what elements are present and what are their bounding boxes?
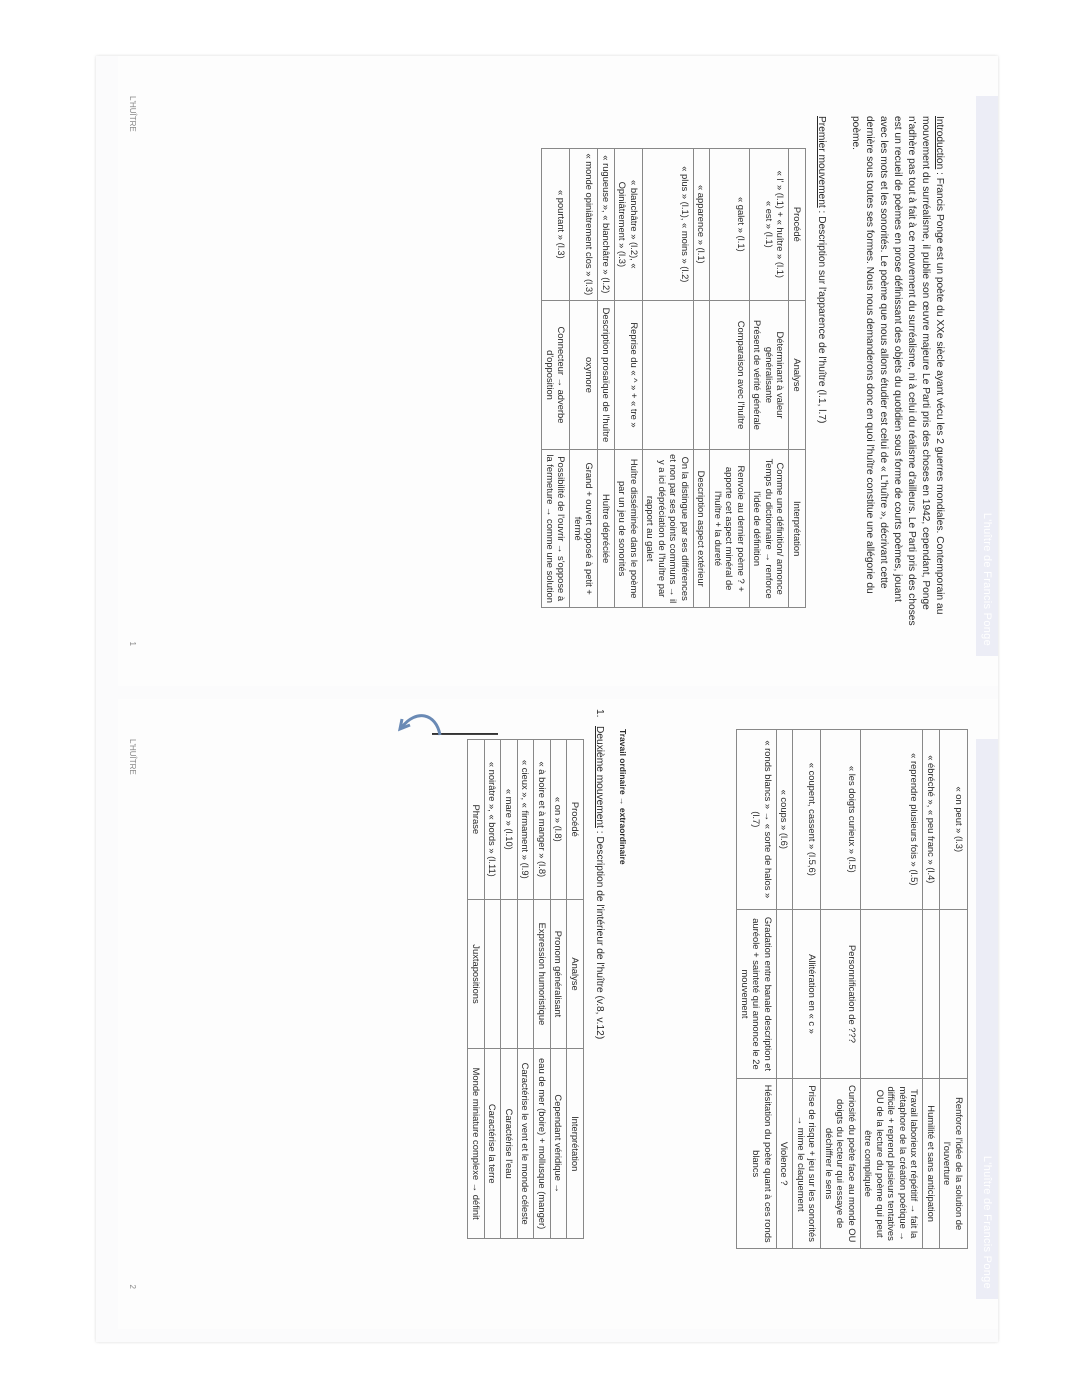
second-movement-table [468, 739, 585, 1239]
table-cell: Comme une définition/ annonce Temps du dictionnaire → renforce l'idée de définition [750, 450, 790, 608]
table-cell: « l' » (l.1) + « huître » (l.1) « est » (l.1) [750, 149, 790, 301]
table-row [737, 730, 777, 1249]
table-cell: « cieux », « firmament » (l.9) [518, 740, 535, 900]
first-movement-heading [814, 116, 828, 626]
table-cell: Humilité et sans anticipation [923, 1079, 940, 1249]
table-cell: « reprendre plusieurs fois » (l.5) [861, 730, 924, 910]
table-row [534, 740, 551, 1239]
page1-table-header-cell: Analyse [789, 300, 806, 450]
table-row [598, 149, 615, 608]
introduction-paragraph [848, 116, 946, 626]
first-movement-table-continued [737, 729, 969, 1249]
table-cell: Renforce l'idée de la solution de l'ouverture [940, 1079, 968, 1249]
table-cell: Pronom généralisant [551, 899, 568, 1049]
table-row [710, 149, 750, 608]
scanned-sheet [96, 56, 998, 1342]
table-cell [485, 899, 502, 1049]
table-cell: eau de mer (boire) + mollusque (manger) [534, 1049, 551, 1239]
table-cell [861, 909, 924, 1079]
table-cell: Caractérise le vent et le monde céleste [518, 1049, 535, 1239]
page1-table-header-cell: Procédé [789, 149, 806, 301]
table-cell: « coupent, cassent » (l.5,6) [793, 730, 821, 910]
table-cell: « à boire et à manger » (l.8) [534, 740, 551, 900]
table-row [551, 740, 568, 1239]
second-movement-label: Deuxième mouvement [594, 726, 605, 828]
table-cell: « plus » (l.1), « moins » (l.2) [643, 149, 694, 301]
table-cell: Description aspect extérieur [694, 450, 711, 608]
table-cell [940, 909, 968, 1079]
page-header: L'huître de Francis Ponge [976, 739, 998, 1299]
first-movement-label: Premier mouvement [816, 116, 827, 208]
table-cell: Juxtapositions [468, 899, 485, 1049]
table-cell: Reprise du « ^ » + « tre » [615, 300, 643, 450]
transition-note: Travail ordinaire → extraordinaire [618, 729, 628, 865]
table-cell: « on » (l.8) [551, 740, 568, 900]
page-number: 2 [128, 1284, 137, 1289]
table-row [485, 740, 502, 1239]
table-cell [777, 909, 794, 1079]
table-cell [923, 909, 940, 1079]
table-cell: Huître dépréciée [598, 450, 615, 608]
table-cell: Comparaison avec l'huître [710, 300, 750, 450]
page-2 [118, 699, 998, 1329]
curved-arrow-icon [396, 705, 442, 739]
table-cell: oxymore [570, 300, 598, 450]
page-footer [128, 739, 137, 1289]
table-cell: « pourtant » (l.3) [542, 149, 570, 301]
table-cell: « apparence » (l.1) [694, 149, 711, 301]
table-cell: « ronds blancs » → « sorte de halos » (l.7) [737, 730, 777, 910]
introduction-label: Introduction [934, 116, 945, 170]
page2-table2-header-cell: Interprétation [567, 1049, 584, 1239]
page-header: L'huître de Francis Ponge [976, 96, 998, 656]
table-cell: « galet » (l.1) [710, 149, 750, 301]
table-row [750, 149, 790, 608]
table-row [615, 149, 643, 608]
page-number: 1 [128, 641, 137, 646]
second-movement-text: : Description de l'intérieur de l'huître (v.8, v.12) [594, 827, 605, 1040]
table-row [570, 149, 598, 608]
second-movement-heading [592, 709, 606, 1219]
first-movement-text: : Description sur l'apparence de l'huître (l.1, l.7) [816, 207, 827, 424]
table-cell: Allitération en « c » [793, 909, 821, 1079]
table-row [861, 730, 924, 1249]
first-movement-table [542, 148, 807, 608]
page2-table2-header-cell: Analyse [567, 899, 584, 1049]
table-cell: « coups » (l.6) [777, 730, 794, 910]
table-cell: Violence ? [777, 1079, 794, 1249]
table-row [777, 730, 794, 1249]
table-cell: Phrase [468, 740, 485, 900]
table-cell: Curiosité du poète face au monde OU doigts du lecteur qui essaye de déchiffrer le sens [821, 1079, 861, 1249]
table-cell: « mare » (l.10) [501, 740, 518, 900]
table-row [940, 730, 968, 1249]
table-cell: « on peut » (l.3) [940, 730, 968, 910]
table-row [468, 740, 485, 1239]
footer-label: L'HUÎTRE [128, 96, 137, 132]
section-number: 1. [594, 709, 605, 718]
table-cell: « les doigts curieux » (l.5) [821, 730, 861, 910]
table-cell: « rugueuse », « blanchâtre » (l.2) [598, 149, 615, 301]
page-footer [128, 96, 137, 646]
table-cell: Déterminant à valeur généralisante Présent de vérité générale [750, 300, 790, 450]
table-cell: « noirâtre », « bords » (l.11) [485, 740, 502, 900]
table-cell: « blanchâtre » (l.2), « Opiniâtrement » (l.3) [615, 149, 643, 301]
introduction-text: : Francis Ponge est un poète du XXe siècle ayant vécu les 2 guerres mondiales. Contemporain au mouvement du surréalisme, il publie son œuvre majeure Le Parti pris des choses en 1942, cependant, Ponge n'adhère pas tout à fait à ce mouvement du surréalisme, ni à celui du réalisme d'ailleurs. Le Parti pris des choses est un recueil de poèmes en prose définissant des objets du quotidien sous forme de courts poèmes, jouant avec les mots et les sonorités. Le poème que nous allons étudier est celui de « L'huître », décrivant cette dernière sous toutes ses formes. Nous nous demanderons donc en quoi l'huître constitue une allégorie du poème. [850, 116, 945, 626]
table-cell: Possibilité de l'ouvrir → s'oppose à la fermeture → comme une solution [542, 450, 570, 608]
table-cell: Hésitation du poète quant à ces ronds blancs [737, 1079, 777, 1249]
table-cell: Monde miniature complexe → définit [468, 1049, 485, 1239]
table-row [694, 149, 711, 608]
table-cell: Grand + ouvert opposé à petit + fermé [570, 450, 598, 608]
table-cell: « ébréché », « peu franc » (l.4) [923, 730, 940, 910]
table-cell: On la distingue par ses différences et non par ses points communs → il y a ici dépréciation de l'huître par rapport au galet [643, 450, 694, 608]
table-row [793, 730, 821, 1249]
table-cell: Caractérise l'eau [501, 1049, 518, 1239]
table-row [501, 740, 518, 1239]
page1-table-header-cell: Interprétation [789, 450, 806, 608]
table-cell: Personnification de ??? [821, 909, 861, 1079]
table-cell: Gradation entre banale description et auréole + sainteté qui annonce le 2e mouvement [737, 909, 777, 1079]
table-row [542, 149, 570, 608]
table-cell [694, 300, 711, 450]
table-row [923, 730, 940, 1249]
table-cell: Expression humoristique [534, 899, 551, 1049]
table-cell: Huître disséminée dans le poème par un jeu de sonorités [615, 450, 643, 608]
table-cell: Description prosaïque de l'huître [598, 300, 615, 450]
table-cell [518, 899, 535, 1049]
table-row [821, 730, 861, 1249]
footer-label: L'HUÎTRE [128, 739, 137, 775]
table-cell: Travail laborieux et répétitif → fait la métaphore de la création poétique → difficile + reprend plusieurs tentatives OU de la lecture du poème qui peut être compliquée [861, 1079, 924, 1249]
page2-table2-header-cell: Procédé [567, 740, 584, 900]
table-cell: Cependant véridique → [551, 1049, 568, 1239]
table-cell [501, 899, 518, 1049]
page-1 [118, 56, 998, 686]
table-row [518, 740, 535, 1239]
table-cell [643, 300, 694, 450]
table-cell: Caractérise la terre [485, 1049, 502, 1239]
table-cell: Connecteur → adverbe d'opposition [542, 300, 570, 450]
table-cell: Renvoie au dernier poème ? + apporte cet aspect minéral de l'huître + la dureté [710, 450, 750, 608]
table-cell: « monde opiniâtrement clos » (l.3) [570, 149, 598, 301]
table-row [643, 149, 694, 608]
table-cell: Prise de risque + jeu sur les sonorités → mime le claquement [793, 1079, 821, 1249]
